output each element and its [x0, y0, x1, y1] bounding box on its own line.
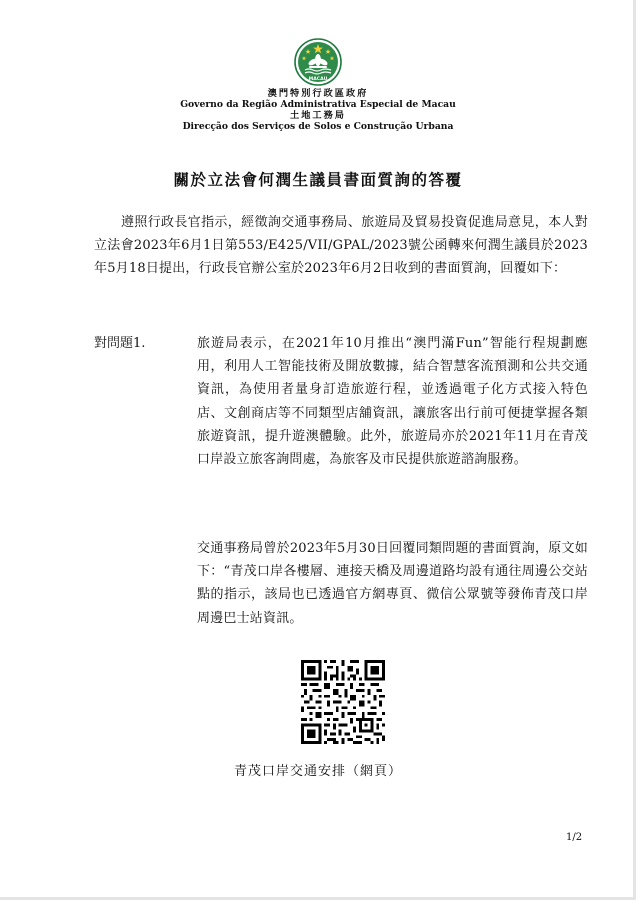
document-title: 關於立法會何潤生議員書面質詢的答覆: [173, 170, 463, 189]
intro-paragraph: 遵照行政長官指示，經徵詢交通事務局、旅遊局及貿易投資促進局意見，本人對立法會2023年6月1日第553/E425/VII/GPAL/2023號公函轉來何潤生議員於2023年5月18日提出，行政長官辦公室於2023年6月2日收到的書面質詢，回覆如下：: [94, 215, 588, 277]
question-label: 對問題1.: [94, 336, 146, 351]
page-number: 1/2: [566, 832, 583, 843]
qr-code-icon[interactable]: [301, 660, 385, 744]
government-name-chinese: 澳門特別行政區政府: [267, 88, 369, 99]
department-name-chinese: 土地工務局: [290, 110, 346, 121]
svg-text:MACAU: MACAU: [308, 77, 328, 82]
answer-paragraph-2: 交通事務局曾於2023年5月30日回覆同類問題的書面質詢，原文如下：“青茂口岸各樓層、連接天橋及周邊道路均設有通往周邊公交站點的指示，該局也已透過官方網專頁、微信公眾號等發佈青茂口岸周邊巴士站資訊。: [197, 541, 588, 626]
answer-paragraph-1: 旅遊局表示，在2021年10月推出“澳門滿Fun”智能行程規劃應用，利用人工智能技術及開放數據，結合智慧客流預測和公共交通資訊，為使用者量身訂造旅遊行程，並透過電子化方式接入特色店、文創商店等不同類型店舖資訊，讓旅客出行前可便捷掌握各類旅遊資訊，提升遊澳體驗。此外，旅遊局亦於2021年11月在青茂口岸設立旅客詢問處，為旅客及市民提供旅遊諮詢服務。: [197, 336, 588, 468]
macau-sar-emblem-icon: [294, 38, 342, 86]
qr-code-caption: 青茂口岸交通安排（網頁）: [233, 764, 402, 779]
letterhead: [0, 88, 636, 132]
government-name-portuguese: Governo da Região Administrativa Especial de Macau: [180, 99, 456, 110]
department-name-portuguese: Direcção dos Serviços de Solos e Construção Urbana: [182, 121, 454, 132]
